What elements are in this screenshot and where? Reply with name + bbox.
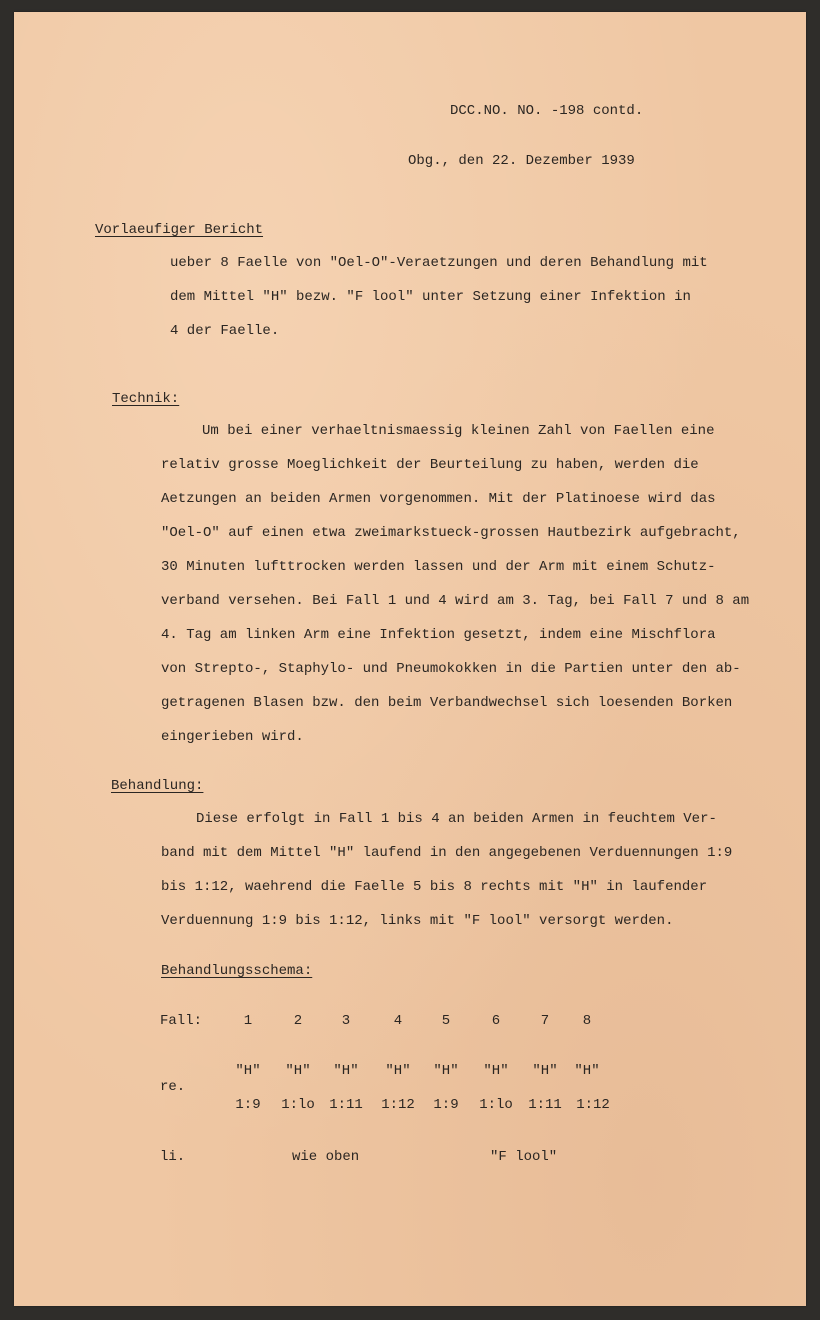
case-number: 2 xyxy=(293,1013,303,1029)
technik-line: 4. Tag am linken Arm eine Infektion gesetzt, indem eine Mischflora xyxy=(161,627,716,643)
re-dilution: 1:11 xyxy=(329,1097,363,1113)
subtitle-line: dem Mittel "H" bezw. "F lool" unter Setzung einer Infektion in xyxy=(170,289,691,305)
case-number: 3 xyxy=(341,1013,351,1029)
case-number: 1 xyxy=(243,1013,253,1029)
re-dilution: 1:9 xyxy=(433,1097,459,1113)
re-dilution: 1:lo xyxy=(281,1097,315,1113)
case-number: 5 xyxy=(441,1013,451,1029)
subtitle-line: 4 der Faelle. xyxy=(170,323,280,339)
technik-line: verband versehen. Bei Fall 1 und 4 wird am 3. Tag, bei Fall 7 und 8 am xyxy=(161,593,750,609)
re-agent: "H" xyxy=(532,1063,558,1079)
technik-line: Um bei einer verhaeltnismaessig kleinen Zahl von Faellen eine xyxy=(202,423,715,439)
re-dilution: 1:9 xyxy=(235,1097,261,1113)
re-dilution: 1:lo xyxy=(479,1097,513,1113)
li-f-lool: "F lool" xyxy=(490,1149,558,1165)
behandlung-line: bis 1:12, waehrend die Faelle 5 bis 8 rechts mit "H" in laufender xyxy=(161,879,708,895)
case-number: 6 xyxy=(491,1013,501,1029)
re-agent: "H" xyxy=(235,1063,261,1079)
re-agent: "H" xyxy=(433,1063,459,1079)
re-agent: "H" xyxy=(385,1063,411,1079)
behandlung-line: Verduennung 1:9 bis 1:12, links mit "F lool" versorgt werden. xyxy=(161,913,674,929)
re-dilution: 1:12 xyxy=(576,1097,610,1113)
technik-line: 30 Minuten lufttrocken werden lassen und der Arm mit einem Schutz- xyxy=(161,559,716,575)
case-number: 8 xyxy=(582,1013,592,1029)
behandlung-line: Diese erfolgt in Fall 1 bis 4 an beiden Armen in feuchtem Ver- xyxy=(196,811,717,827)
technik-line: getragenen Blasen bzw. den beim Verbandwechsel sich loesenden Borken xyxy=(161,695,733,711)
re-label: re. xyxy=(160,1079,186,1095)
li-same-as-above: wie oben xyxy=(292,1149,360,1165)
behandlung-heading: Behandlung: xyxy=(111,778,204,794)
document-page xyxy=(14,12,806,1306)
report-title: Vorlaeufiger Bericht xyxy=(95,222,264,238)
technik-line: "Oel-O" auf einen etwa zweimarkstueck-grossen Hautbezirk aufgebracht, xyxy=(161,525,741,541)
re-dilution: 1:12 xyxy=(381,1097,415,1113)
re-dilution: 1:11 xyxy=(528,1097,562,1113)
doc-number: DCC.NO. NO. -198 contd. xyxy=(450,103,644,119)
behandlung-line: band mit dem Mittel "H" laufend in den angegebenen Verduennungen 1:9 xyxy=(161,845,733,861)
re-agent: "H" xyxy=(574,1063,600,1079)
subtitle-line: ueber 8 Faelle von "Oel-O"-Veraetzungen und deren Behandlung mit xyxy=(170,255,708,271)
technik-line: eingerieben wird. xyxy=(161,729,304,745)
case-number: 4 xyxy=(393,1013,403,1029)
technik-line: Aetzungen an beiden Armen vorgenommen. Mit der Platinoese wird das xyxy=(161,491,716,507)
technik-heading: Technik: xyxy=(112,391,180,407)
fall-label: Fall: xyxy=(160,1013,203,1029)
technik-line: relativ grosse Moeglichkeit der Beurteilung zu haben, werden die xyxy=(161,457,699,473)
re-agent: "H" xyxy=(483,1063,509,1079)
technik-line: von Strepto-, Staphylo- und Pneumokokken in die Partien unter den ab- xyxy=(161,661,741,677)
re-agent: "H" xyxy=(285,1063,311,1079)
date-line: Obg., den 22. Dezember 1939 xyxy=(408,153,635,169)
re-agent: "H" xyxy=(333,1063,359,1079)
schema-heading: Behandlungsschema: xyxy=(161,963,313,979)
case-number: 7 xyxy=(540,1013,550,1029)
li-label: li. xyxy=(160,1149,186,1165)
